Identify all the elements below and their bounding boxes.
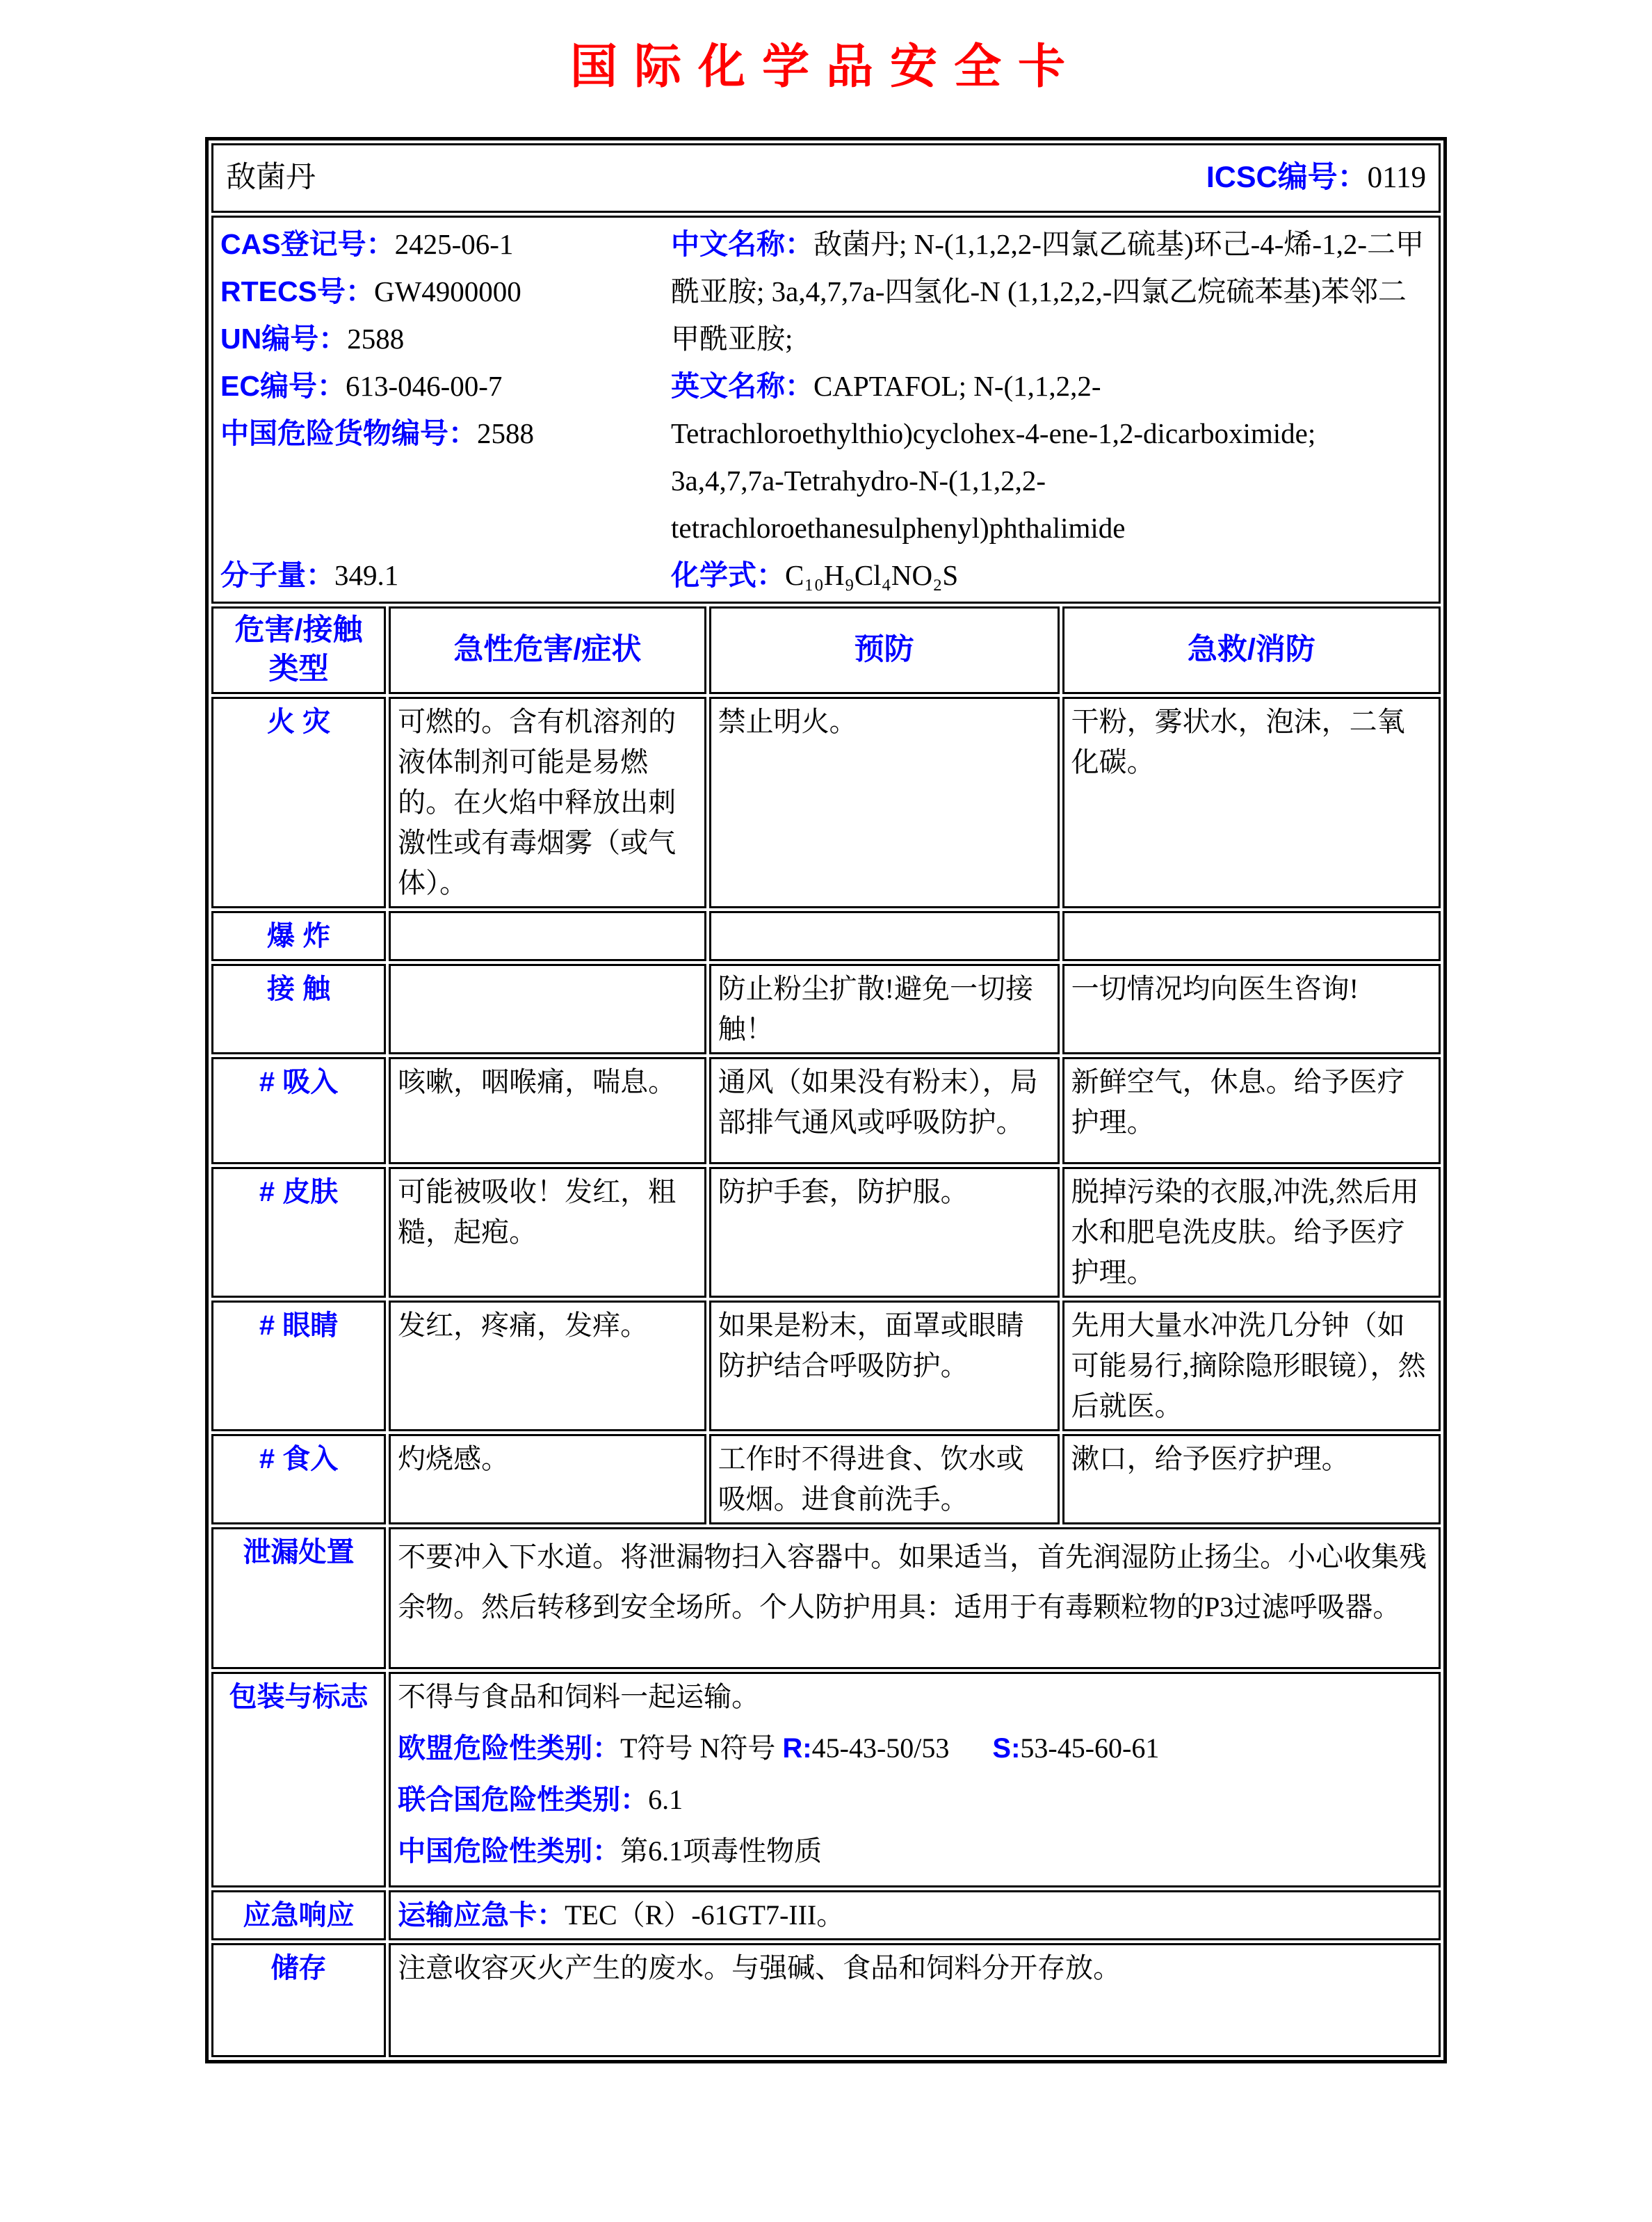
- cas-number-field: CAS登记号：2425-06-1: [220, 228, 514, 260]
- ec-number-field: EC编号：613-046-00-7: [220, 370, 503, 403]
- packaging-un-class: 联合国危险性类别：6.1: [398, 1784, 683, 1816]
- column-header-symptoms: 急性危害/症状: [389, 606, 706, 694]
- packaging-china-class: 中国危险性类别：第6.1项毒性物质: [398, 1835, 823, 1867]
- rtecs-number-field: RTECS号：GW4900000: [220, 275, 521, 308]
- name-row: [211, 143, 1441, 213]
- page-title: 国际化学品安全卡: [569, 40, 1082, 93]
- ingestion-firstaid-cell: 漱口，给予医疗护理。: [1062, 1434, 1441, 1524]
- row-label-fire: 火 灾: [211, 697, 386, 908]
- ingestion-symptom-cell: 灼烧感。: [389, 1434, 706, 1524]
- table-row-spill-disposal: [211, 1527, 1441, 1669]
- row-label-emergency-response: 应急响应: [211, 1890, 386, 1940]
- ingestion-prevention-cell: 工作时不得进食、饮水或吸烟。进食前洗手。: [709, 1434, 1060, 1524]
- row-label-skin: # 皮肤: [211, 1167, 386, 1298]
- row-label-packaging: 包装与标志: [211, 1672, 386, 1887]
- table-row-fire: [211, 697, 1441, 908]
- table-row-explosion: [211, 911, 1441, 961]
- emergency-response-cell: 运输应急卡：TEC（R）-61GT7-III。: [389, 1890, 1441, 1940]
- china-dg-number-field: 中国危险货物编号：2588: [220, 417, 534, 450]
- row-label-ingestion: # 食入: [211, 1434, 386, 1524]
- table-row-inhalation: [211, 1057, 1441, 1164]
- row-label-contact: 接 触: [211, 964, 386, 1054]
- column-header-hazard-type: 危害/接触类型: [211, 606, 386, 694]
- skin-firstaid-cell: 脱掉污染的衣服,冲洗,然后用水和肥皂洗皮肤。给予医疗护理。: [1062, 1167, 1441, 1298]
- icsc-number-value: 0119: [1367, 161, 1426, 195]
- inhalation-firstaid-cell: 新鲜空气，休息。给予医疗护理。: [1062, 1057, 1441, 1164]
- fire-prevention-cell: 禁止明火。: [709, 697, 1060, 908]
- identifiers-row: [211, 216, 1441, 604]
- un-number-field: UN编号：2588: [220, 323, 405, 355]
- molecular-weight-field: 分子量：349.1: [220, 559, 399, 592]
- table-row-ingestion: [211, 1434, 1441, 1524]
- inhalation-prevention-cell: 通风（如果没有粉末），局部排气通风或呼吸防护。: [709, 1057, 1060, 1164]
- spill-disposal-cell: 不要冲入下水道。将泄漏物扫入容器中。如果适当，首先润湿防止扬尘。小心收集残余物。然后转移到安全场所。个人防护用具：适用于有毒颗粒物的P3过滤呼吸器。: [389, 1527, 1441, 1669]
- contact-symptom-cell: [389, 964, 706, 1054]
- row-label-inhalation: # 吸入: [211, 1057, 386, 1164]
- icsc-number-label: ICSC编号：: [1206, 161, 1368, 195]
- row-label-spill-disposal: 泄漏处置: [211, 1527, 386, 1669]
- english-name-field: 英文名称：CAPTAFOL; N-(1,1,2,2-Tetrachloroethylthio)cyclohex-4-ene-1,2-dicarboximide; 3a,4,7,7a-Tetrahydro-N-(1,1,2,2-tetrachloroethanesulphenyl)phthalimide: [671, 370, 1316, 545]
- chemical-names: [671, 220, 1432, 599]
- hazard-header-row: [211, 606, 1441, 694]
- packaging-eu-class: 欧盟危险性类别：T符号 N符号 R:45-43-50/53 S:53-45-60-61: [398, 1732, 1160, 1764]
- row-label-explosion: 爆 炸: [211, 911, 386, 961]
- fire-firstaid-cell: 干粉，雾状水，泡沫，二氧化碳。: [1062, 697, 1441, 908]
- eyes-symptom-cell: 发红，疼痛，发痒。: [389, 1301, 706, 1431]
- skin-prevention-cell: 防护手套，防护服。: [709, 1167, 1060, 1298]
- storage-cell: 注意收容灭火产生的废水。与强碱、食品和饲料分开存放。: [389, 1943, 1441, 2057]
- table-row-skin: [211, 1167, 1441, 1298]
- skin-symptom-cell: 可能被吸收！发红，粗糙，起疱。: [389, 1167, 706, 1298]
- contact-prevention-cell: 防止粉尘扩散!避免一切接触！: [709, 964, 1060, 1054]
- row-label-storage: 储存: [211, 1943, 386, 2057]
- table-row-eyes: [211, 1301, 1441, 1431]
- explosion-prevention-cell: [709, 911, 1060, 961]
- chemical-name: 敌菌丹: [226, 161, 316, 194]
- column-header-prevention: 预防: [709, 606, 1060, 694]
- explosion-firstaid-cell: [1062, 911, 1441, 961]
- chemical-formula: C₁₀H₉Cl₄NO₂S: [785, 559, 959, 592]
- contact-firstaid-cell: 一切情况均向医生咨询!: [1062, 964, 1441, 1054]
- chemical-formula-field: 化学式：C₁₀H₉Cl₄NO₂S: [671, 559, 959, 592]
- eyes-firstaid-cell: 先用大量水冲洗几分钟（如可能易行,摘除隐形眼镜），然后就医。: [1062, 1301, 1441, 1431]
- table-row-packaging: [211, 1672, 1441, 1887]
- identifier-list: [220, 220, 671, 599]
- table-row-contact: [211, 964, 1441, 1054]
- icsc-table: [205, 137, 1447, 2063]
- packaging-transport-note: 不得与食品和饲料一起运输。: [398, 1681, 760, 1713]
- explosion-symptom-cell: [389, 911, 706, 961]
- table-row-storage: [211, 1943, 1441, 2057]
- fire-symptom-cell: 可燃的。含有机溶剂的液体制剂可能是易燃的。在火焰中释放出刺激性或有毒烟雾（或气体）。: [389, 697, 706, 908]
- chinese-name-field: 中文名称：敌菌丹; N-(1,1,2,2-四氯乙硫基)环己-4-烯-1,2-二甲酰亚胺; 3a,4,7,7a-四氢化-N (1,1,2,2,-四氯乙烷硫苯基)苯邻二甲酰亚胺;: [671, 228, 1424, 355]
- inhalation-symptom-cell: 咳嗽，咽喉痛，喘息。: [389, 1057, 706, 1164]
- row-label-eyes: # 眼睛: [211, 1301, 386, 1431]
- packaging-cell: [389, 1672, 1441, 1887]
- icsc-number: [1206, 156, 1426, 200]
- table-row-emergency-response: [211, 1890, 1441, 1940]
- column-header-firstaid: 急救/消防: [1062, 606, 1441, 694]
- eyes-prevention-cell: 如果是粉末，面罩或眼睛防护结合呼吸防护。: [709, 1301, 1060, 1431]
